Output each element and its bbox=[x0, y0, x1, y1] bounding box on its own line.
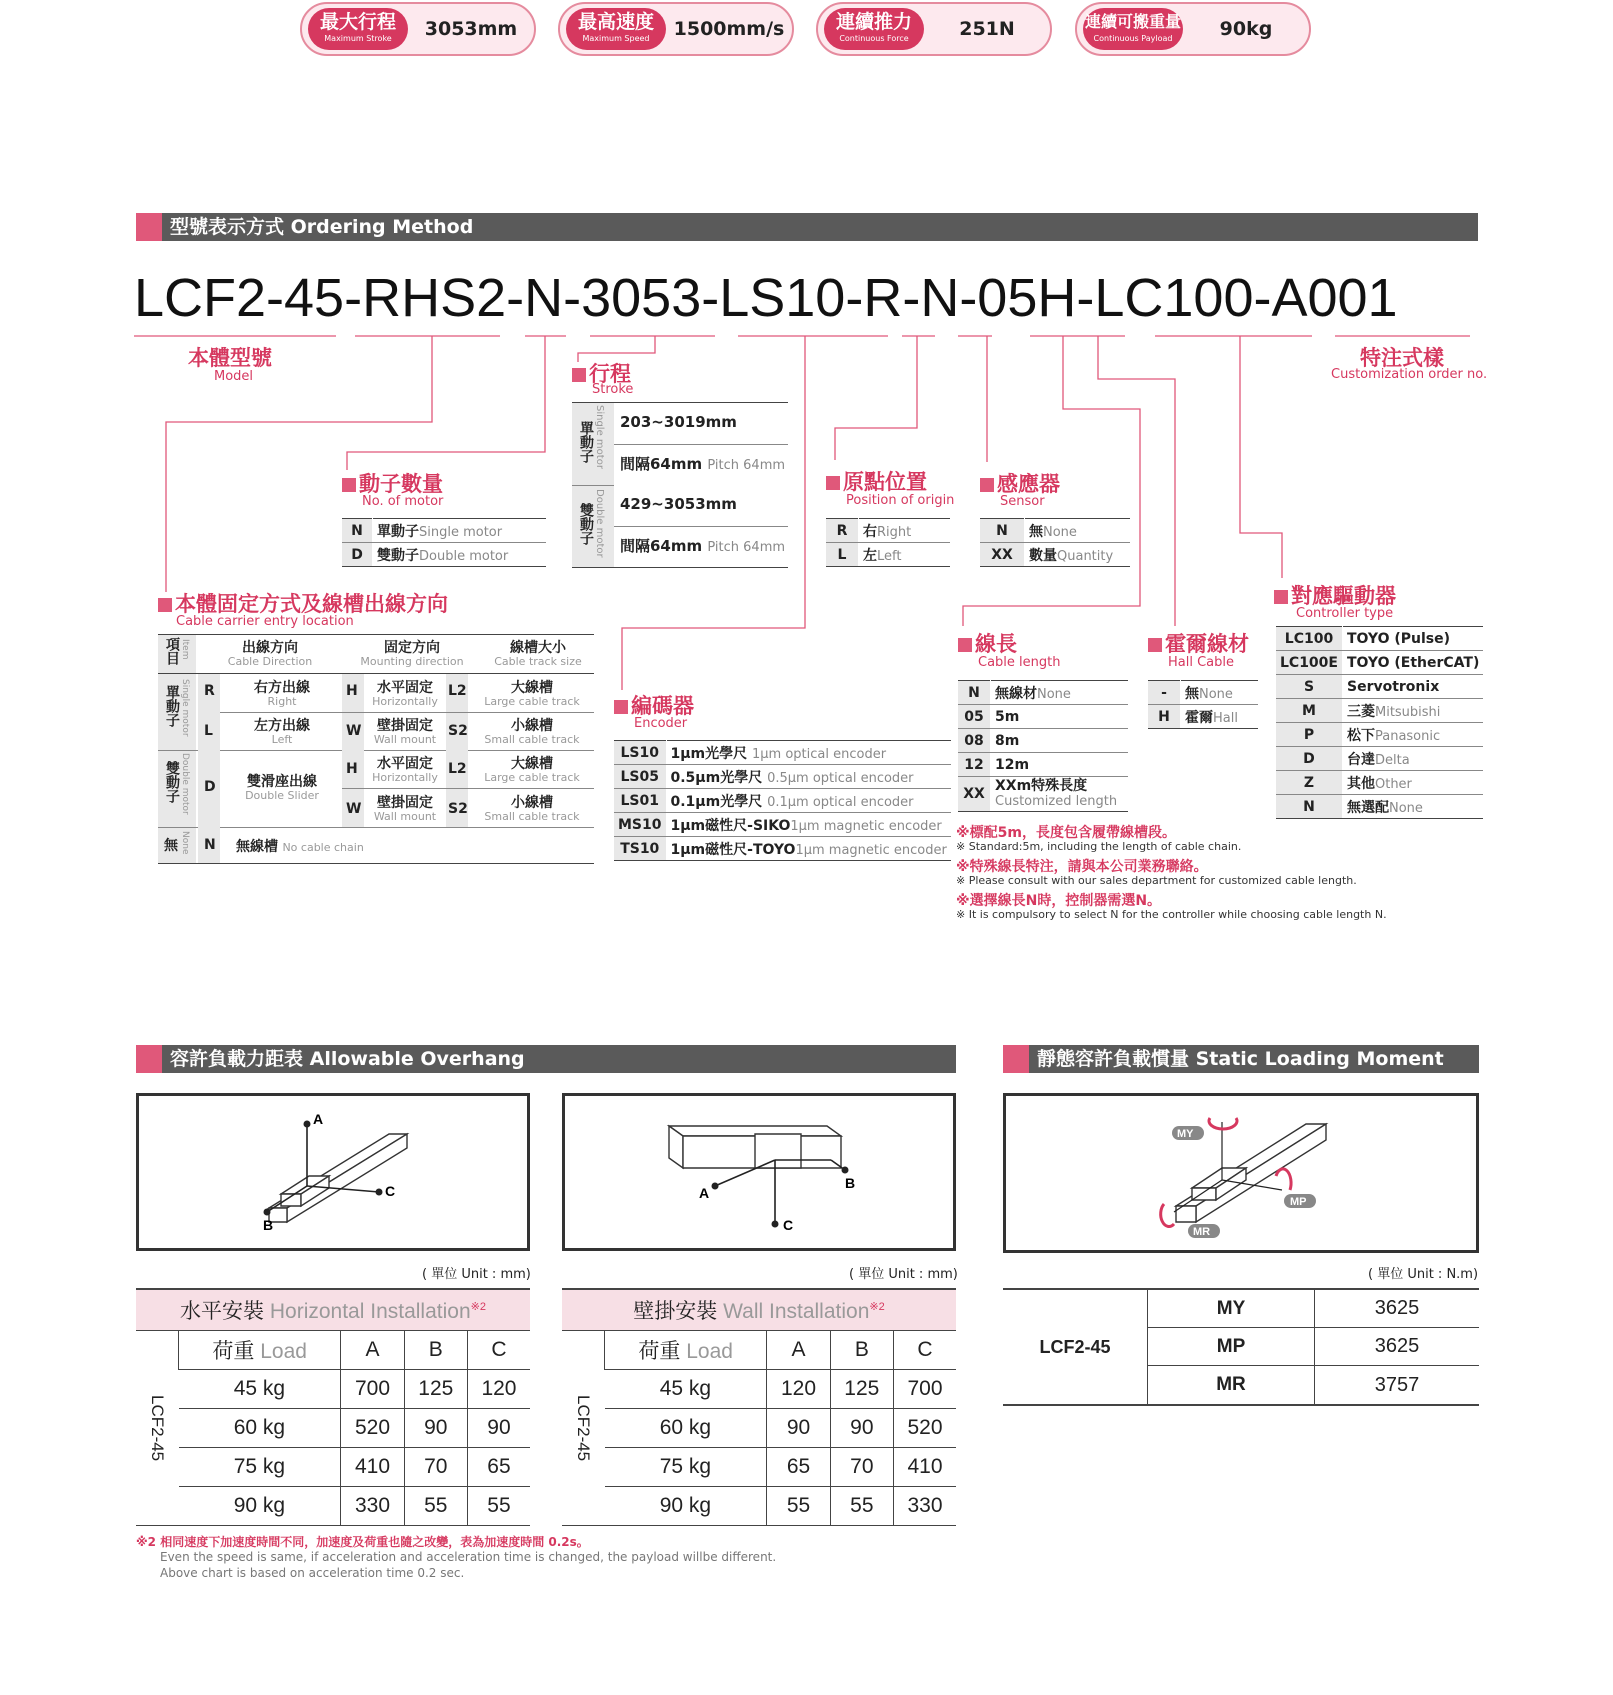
cable-carrier-title: 本體固定方式及線槽出線方向 bbox=[158, 588, 448, 618]
horizontal-install-figure bbox=[139, 1096, 527, 1248]
cable-note: ※ Please consult with our sales department for customized cable length. bbox=[956, 874, 1357, 887]
wall-install-figure bbox=[565, 1096, 953, 1248]
model-label-en: Model bbox=[214, 369, 254, 384]
overhang-note-en: Above chart is based on acceleration time 0.2 sec. bbox=[160, 1566, 465, 1580]
cable-carrier-table: 項目 Item 出線方向 Cable Direction 固定方向 Mounting direction 線槽大小 Cable track size 單動子 Single motor 雙動子 Double motor 無 None R 右方出線 Right L 左方出線 Left H 水平固定 Horizontally W 壁掛固定 Wall mount L2 大線槽 Large cable track S2 小線槽 Small cable track D 雙滑座出線 Double Slider H 水平固定 Horizontally W 壁掛固定 Wall mount L2 大線槽 Large cable track S2 小線槽 Small cable track N 無線槽 No cable chain bbox=[158, 634, 594, 864]
label-mp: MP bbox=[1290, 1196, 1307, 1208]
custom-label: 特注式樣 bbox=[1360, 346, 1444, 370]
cable-note: ※特殊線長特注，請與本公司業務聯絡。 bbox=[956, 859, 1208, 875]
spec-value: 1500mm/s bbox=[673, 18, 785, 40]
motors-table: N 單動子Single motor D 雙動子Double motor bbox=[342, 518, 546, 567]
origin-table: R 右Right L 左Left bbox=[826, 518, 950, 567]
spec-max-speed: 最高速度 Maximum Speed 1500mm/s bbox=[558, 2, 794, 56]
horizontal-diagram bbox=[136, 1093, 530, 1251]
horizontal-table: 水平安裝 Horizontal Installation$^{※2}$ LCF2-45 荷重 Load A B C 45 kg 700 125 120 60 kg 520 90 90 75 kg 410 70 65 90 kg 330 55 55 bbox=[136, 1290, 530, 1526]
moment-header: 靜態容許負載慣量 Static Loading Moment bbox=[1003, 1045, 1479, 1073]
label-b: B bbox=[263, 1217, 274, 1233]
model-label: 本體型號 bbox=[188, 346, 272, 370]
spec-value: 90kg bbox=[1219, 18, 1273, 40]
spec-value: 3053mm bbox=[424, 18, 518, 40]
label-mr: MR bbox=[1193, 1226, 1211, 1238]
cable-note: ※標配5m，長度包含履帶線槽段。 bbox=[956, 825, 1176, 841]
hall-title-en: Hall Cable bbox=[1168, 655, 1235, 670]
spec-value: 251N bbox=[959, 18, 1015, 40]
sensor-title-en: Sensor bbox=[1000, 494, 1045, 509]
origin-title: 原點位置 bbox=[826, 466, 927, 496]
label-b: B bbox=[845, 1175, 856, 1191]
wall-diagram bbox=[562, 1093, 956, 1251]
spec-max-stroke: 最大行程 Maximum Stroke 3053mm bbox=[300, 2, 536, 56]
controller-title-en: Controller type bbox=[1296, 606, 1394, 621]
cable-note: ※ Standard:5m, including the length of cable chain. bbox=[956, 840, 1242, 853]
hall-table: - 無None H 霍爾Hall bbox=[1148, 680, 1258, 729]
moment-table: LCF2-45 MY 3625 MP 3625 MR 3757 bbox=[1003, 1288, 1479, 1406]
moment-unit: ( 單位 Unit : N.m) bbox=[1368, 1267, 1479, 1282]
overhang-unit: ( 單位 Unit : mm) bbox=[422, 1267, 531, 1282]
controller-title: 對應驅動器 bbox=[1274, 580, 1396, 610]
cable-length-table: N 無線材None 05 5m 08 8m 12 12m XX XXm特殊長度 Customized length bbox=[958, 680, 1128, 812]
cable-note: ※選擇線長N時，控制器需選N。 bbox=[956, 893, 1162, 909]
cable-carrier-title-en: Cable carrier entry location bbox=[176, 614, 354, 629]
origin-title-en: Position of origin bbox=[846, 493, 955, 508]
custom-label-en: Customization order no. bbox=[1331, 367, 1488, 382]
encoder-title: 編碼器 bbox=[614, 690, 694, 720]
spec-continuous-payload: 連續可搬重量 Continuous Payload 90kg bbox=[1075, 2, 1311, 56]
hall-title: 霍爾線材 bbox=[1148, 628, 1249, 658]
wall-table: 壁掛安裝 Wall Installation$^{※2}$ LCF2-45 荷重 Load A B C 45 kg 120 125 700 60 kg 90 90 520 75 kg 65 70 410 90 kg 55 55 330 bbox=[562, 1290, 956, 1526]
stroke-title-en: Stroke bbox=[592, 382, 634, 397]
overhang-header: 容許負載力距表 Allowable Overhang bbox=[136, 1045, 956, 1073]
encoder-table: LS10 1μm光學尺 1μm optical encoder LS05 0.5μm光學尺 0.5μm optical encoder LS01 0.1μm光學尺 0.1μm optical encoder MS10 1μm磁性尺-SIKO1μm magnetic encoder TS10 1μm磁性尺-TOYO1μm magnetic encoder bbox=[614, 740, 951, 861]
horizontal-table-wrap bbox=[136, 1288, 530, 1526]
overhang-unit: ( 單位 Unit : mm) bbox=[849, 1267, 958, 1282]
label-a: A bbox=[313, 1111, 324, 1127]
label-c: C bbox=[783, 1217, 794, 1233]
moment-diagram bbox=[1003, 1093, 1479, 1253]
spec-continuous-force: 連續推力 Continuous Force 251N bbox=[816, 2, 1052, 56]
cable-length-title: 線長 bbox=[958, 628, 1017, 658]
overhang-note: ※2 相同速度下加速度時間不同，加速度及荷重也隨之改變，表為加速度時間 0.2s。 bbox=[136, 1535, 589, 1549]
stroke-table: 單動子 Single motor 雙動子 Double motor 203~3019mm 間隔64mm Pitch 64mm 429~3053mm 間隔64mm Pitch 64mm bbox=[572, 402, 788, 568]
overhang-note-en: Even the speed is same, if acceleration and acceleration time is changed, the payload willbe different. bbox=[160, 1550, 777, 1564]
encoder-title-en: Encoder bbox=[634, 716, 688, 731]
controller-table: LC100 TOYO (Pulse) LC100E TOYO (EtherCAT) S Servotronix M 三菱Mitsubishi P 松下Panasonic D 台達Delta Z 其他Other N 無選配None bbox=[1276, 626, 1483, 819]
stroke-title: 行程 bbox=[572, 358, 631, 388]
sensor-title: 感應器 bbox=[980, 468, 1060, 498]
motors-title-en: No. of motor bbox=[362, 494, 444, 509]
label-c: C bbox=[385, 1183, 396, 1199]
label-a: A bbox=[699, 1185, 710, 1201]
ordering-header: 型號表示方式 Ordering Method bbox=[136, 213, 1478, 241]
sensor-table: N 無None XX 數量Quantity bbox=[980, 518, 1130, 567]
motors-title: 動子數量 bbox=[342, 468, 443, 498]
wall-table-wrap bbox=[562, 1288, 956, 1526]
moment-figure bbox=[1006, 1096, 1476, 1250]
model-code: LCF2-45-RHS2-N-3053-LS10-R-N-05H-LC100-A001 bbox=[134, 268, 1398, 328]
cable-note: ※ It is compulsory to select N for the controller while choosing cable length N. bbox=[956, 908, 1387, 921]
label-my: MY bbox=[1177, 1128, 1194, 1140]
cable-length-title-en: Cable length bbox=[978, 655, 1061, 670]
